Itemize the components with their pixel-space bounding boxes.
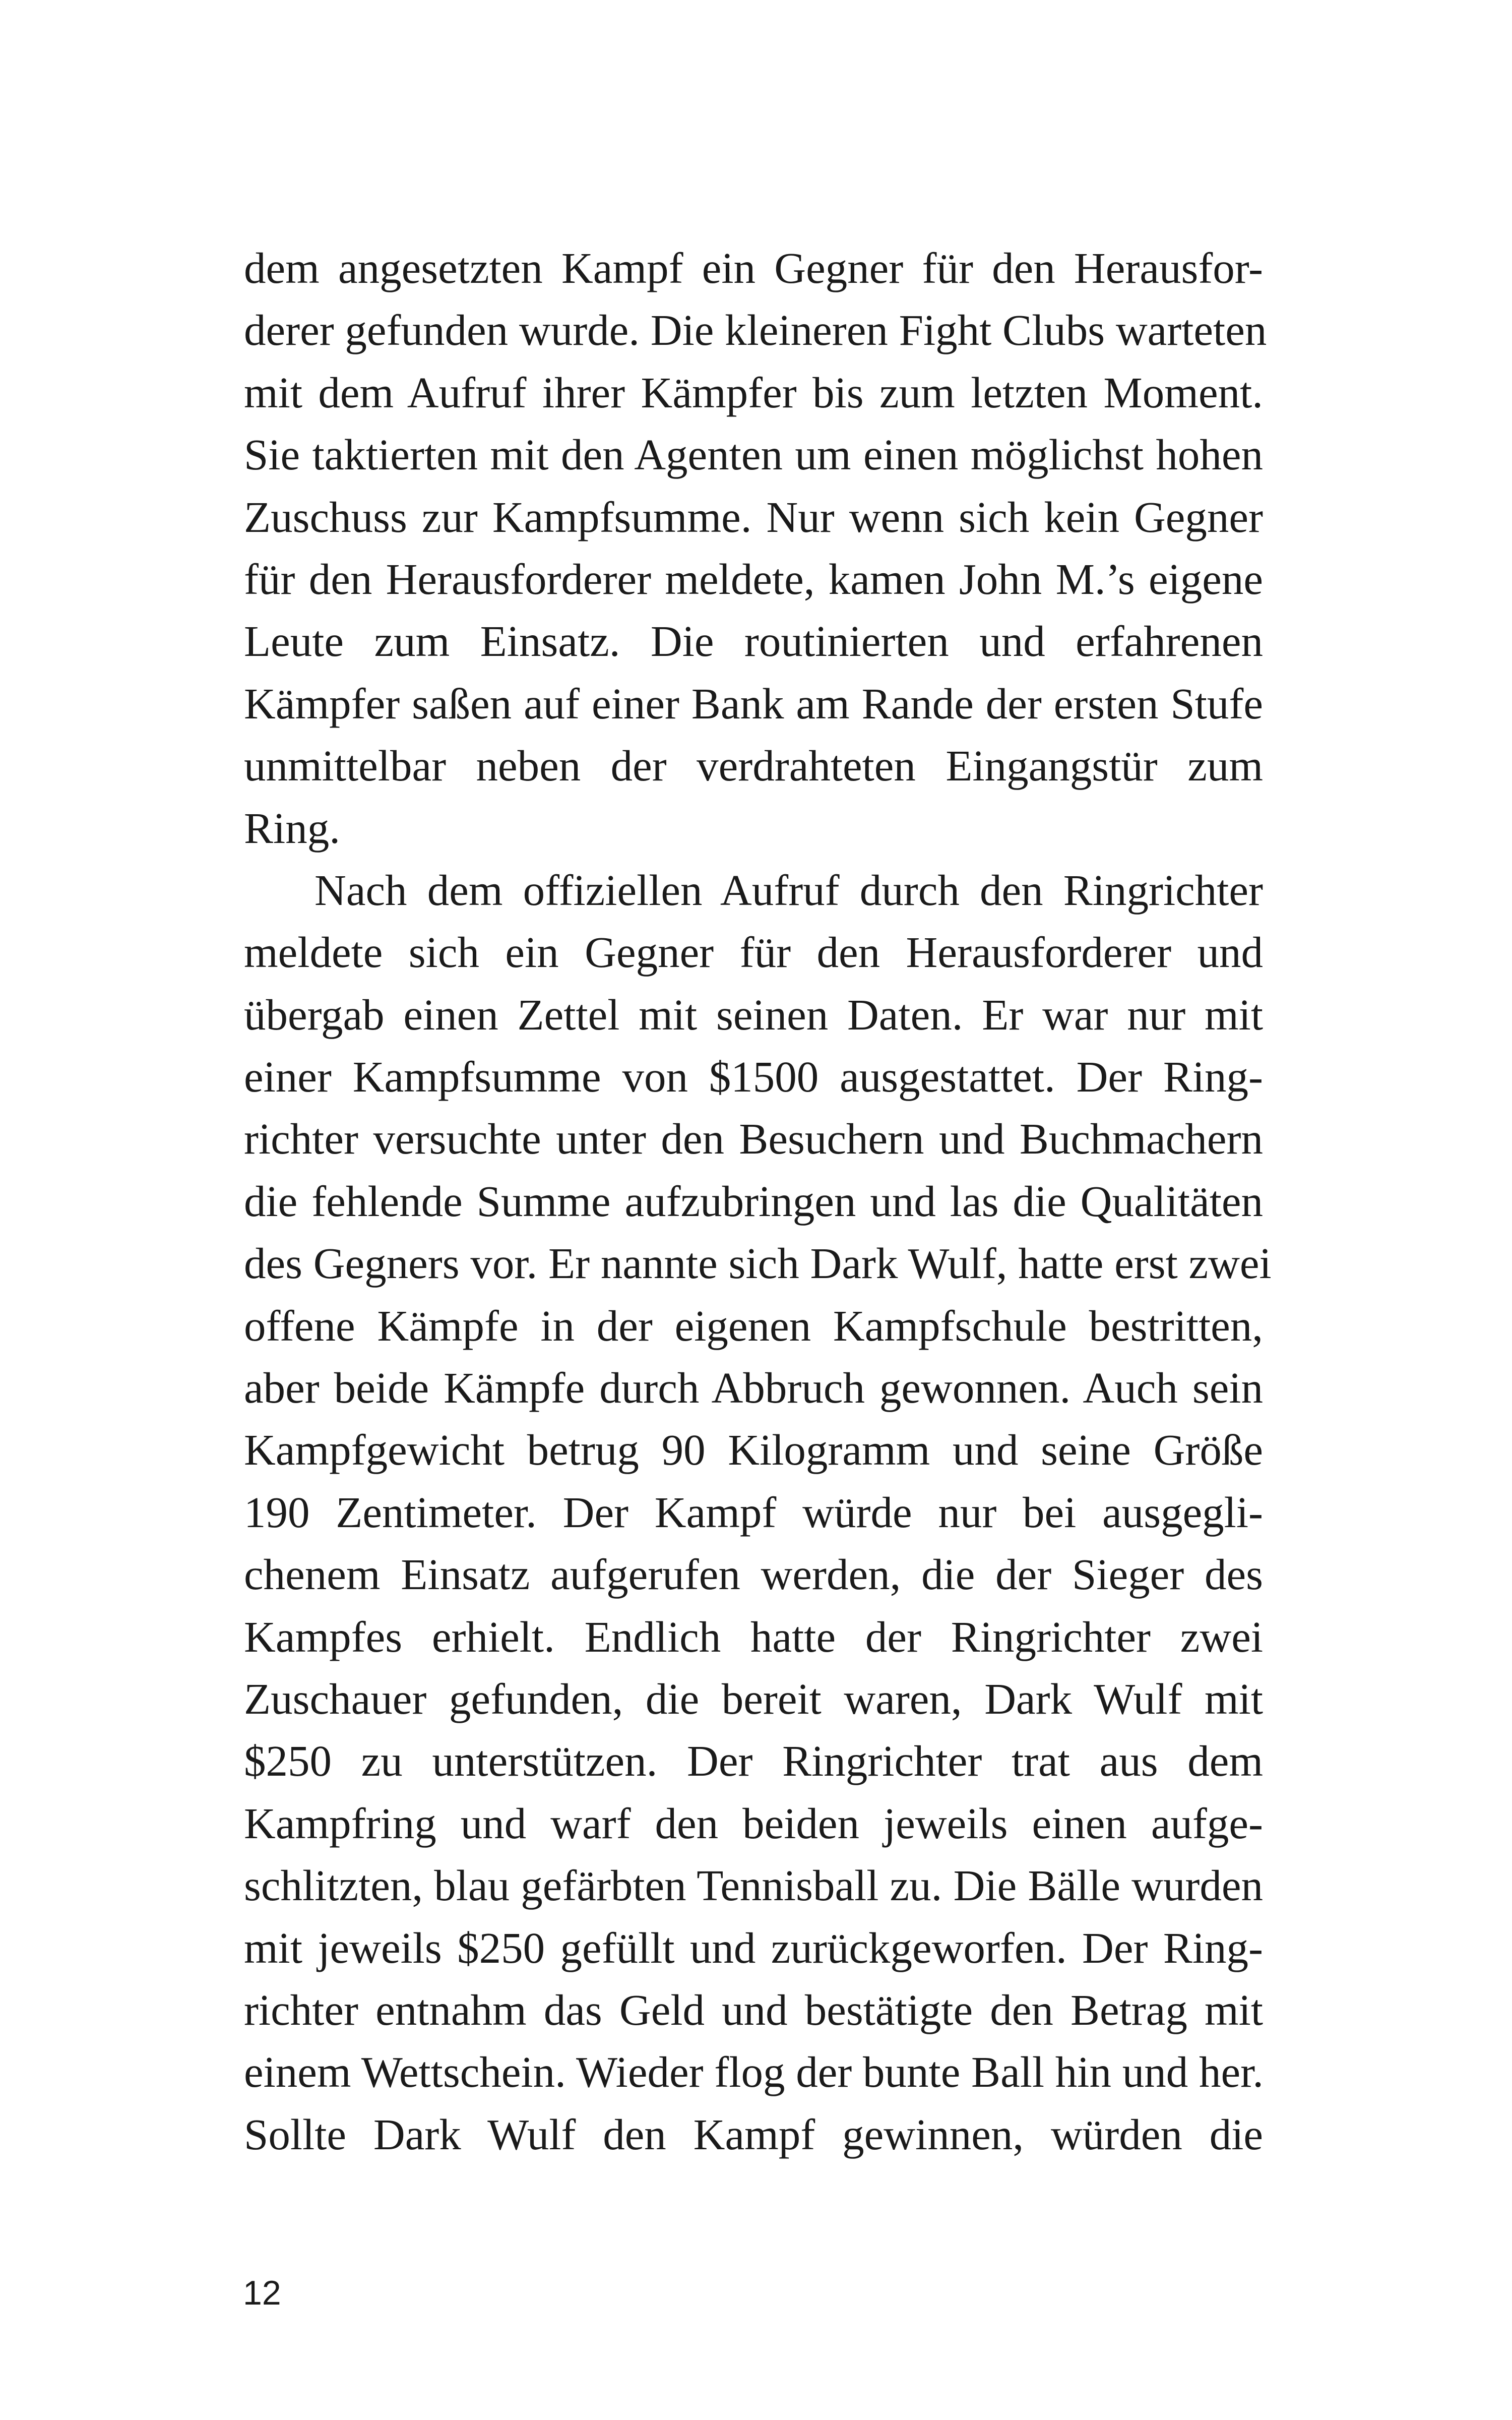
text-line: des Gegners vor. Er nannte sich Dark Wulf, hatte erst zwei (244, 1239, 1272, 1288)
text-line: Zuschuss zur Kampfsumme. Nur wenn sich kein Gegner (244, 492, 1263, 541)
text-line: Nach dem offiziellen Aufruf durch den Ringrichter (314, 865, 1263, 915)
text-line: aber beide Kämpfe durch Abbruch gewonnen. Auch sein (244, 1363, 1263, 1413)
text-line: $250 zu unterstützen. Der Ringrichter trat aus dem (244, 1736, 1263, 1786)
text-line: meldete sich ein Gegner für den Herausforderer und (244, 928, 1263, 977)
text-line: einer Kampfsumme von $1500 ausgestattet. Der Ring- (244, 1052, 1263, 1102)
text-line: derer gefunden wurde. Die kleineren Fight Clubs warteten (244, 306, 1267, 355)
text-line: richter entnahm das Geld und bestätigte den Betrag mit (244, 1985, 1263, 2034)
text-line: richter versuchte unter den Besuchern und Buchmachern (244, 1114, 1263, 1164)
text-line: mit dem Aufruf ihrer Kämpfer bis zum letzten Moment. (244, 368, 1263, 417)
text-line: Kampfgewicht betrug 90 Kilogramm und seine Größe (244, 1425, 1263, 1475)
body-text (244, 237, 1272, 2165)
text-line: Sollte Dark Wulf den Kampf gewinnen, würden die (244, 2109, 1263, 2159)
paragraph (244, 237, 1267, 859)
page-number: 12 (243, 2274, 281, 2312)
text-line: dem angesetzten Kampf ein Gegner für den Herausfor- (244, 244, 1263, 292)
text-line: Sie taktierten mit den Agenten um einen möglichst hohen (244, 430, 1263, 479)
text-line: Zuschauer gefunden, die bereit waren, Dark Wulf mit (244, 1674, 1263, 1723)
text-line: offene Kämpfe in der eigenen Kampfschule bestritten, (244, 1301, 1263, 1350)
text-line: unmittelbar neben der verdrahteten Eingangstür zum (244, 741, 1263, 791)
text-line: Kampfes erhielt. Endlich hatte der Ringrichter zwei (244, 1612, 1263, 1661)
text-line: Kämpfer saßen auf einer Bank am Rande der ersten Stufe (244, 679, 1263, 728)
text-line: für den Herausforderer meldete, kamen John M.’s eigene (244, 554, 1263, 603)
text-line: die fehlende Summe aufzubringen und las die Qualitäten (244, 1176, 1263, 1226)
text-line: einem Wettschein. Wieder flog der bunte Ball hin und her. (244, 2047, 1264, 2097)
text-line: Kampfring und warf den beiden jeweils einen aufge- (244, 1798, 1263, 1848)
text-line: Ring. (244, 803, 340, 853)
text-line: 190 Zentimeter. Der Kampf würde nur bei ausgegli- (244, 1487, 1263, 1537)
paragraph (244, 859, 1272, 2165)
text-line: schlitzten, blau gefärbten Tennisball zu. Die Bälle wurden (244, 1861, 1263, 1910)
text-line: chenem Einsatz aufgerufen werden, die der Sieger des (244, 1550, 1263, 1599)
text-line: Leute zum Einsatz. Die routinierten und erfahrenen (244, 617, 1263, 666)
text-line: mit jeweils $250 gefüllt und zurückgeworfen. Der Ring- (244, 1923, 1263, 1972)
text-line: übergab einen Zettel mit seinen Daten. Er war nur mit (244, 990, 1263, 1039)
